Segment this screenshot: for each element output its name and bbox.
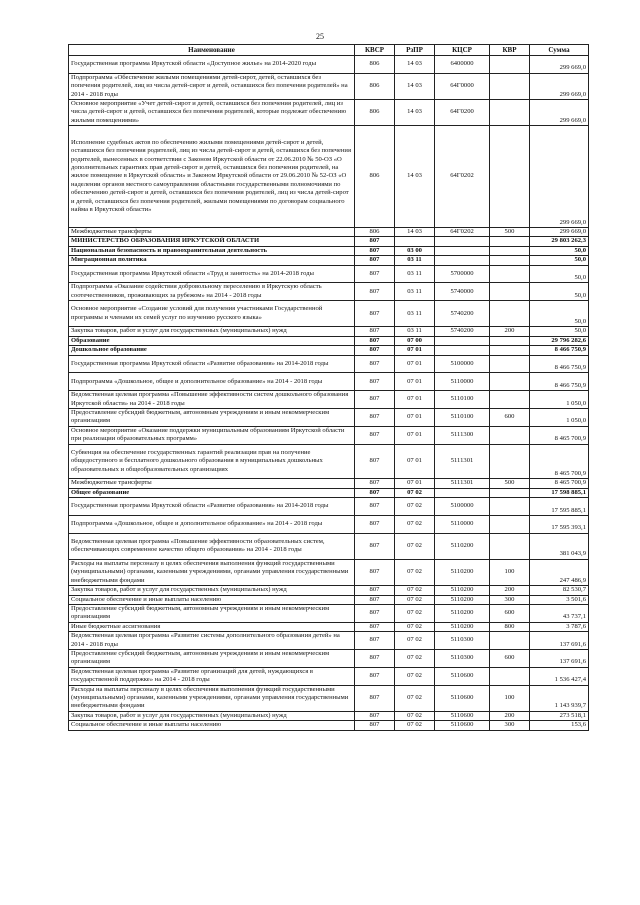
row-rzpr-cell: 03 11 (395, 265, 435, 283)
row-kcsr-cell: 5110600 (435, 667, 490, 685)
row-kvsr-cell: 807 (355, 426, 395, 444)
row-name-cell: Предоставление субсидий бюджетным, автономным учреждениям и иным некоммерческим организациям (69, 409, 355, 427)
row-name-cell: Социальное обеспечение и иные выплаты населению (69, 595, 355, 604)
row-name-cell: Исполнение судебных актов по обеспечению жилыми помещениями детей-сирот и детей, оставшихся без попечения родителей, лиц из числа детей-сирот и детей, оставшихся без попечения родителей, вынесенных в соответствии с Законом Иркутской области от 22.06.2010 № 50-ОЗ «О дополнительных гарантиях прав детей-сирот и детей, оставшихся без попечения родителей, на жилое помещение в Иркутской области» и Законом Иркутской области от 29.06.2010 № 52-ОЗ «О наделении органов местного самоуправления областными государственными полномочиями по обеспечению детей-сирот и детей, оставшихся без попечения родителей, лиц из числа детей-сирот и детей, оставшихся без попечения родителей, жилыми помещениями по договорам социального найма в Иркутской области» (69, 126, 355, 228)
row-kvr-cell (490, 667, 530, 685)
row-kcsr-cell (435, 488, 490, 497)
row-name-cell: Основное мероприятие «Создание условий для получения участниками Государственной программы и членами их семей услуг по изучению русского языка» (69, 301, 355, 327)
row-kvsr-cell: 806 (355, 228, 395, 237)
row-kvr-cell (490, 632, 530, 650)
row-kvr-cell: 600 (490, 649, 530, 667)
table-row (69, 479, 589, 488)
table-row (69, 559, 589, 585)
table-row (69, 533, 589, 559)
row-name-cell: Межбюджетные трансферты (69, 479, 355, 488)
row-name-cell: Государственная программа Иркутской области «Развитие образования» на 2014-2018 годы (69, 355, 355, 373)
row-kcsr-cell: 64Г0200 (435, 100, 490, 126)
row-sum-cell: 299 669,0 (530, 228, 589, 237)
row-rzpr-cell: 03 11 (395, 283, 435, 301)
row-kvr-cell (490, 488, 530, 497)
row-kcsr-cell: 5111301 (435, 479, 490, 488)
row-kvsr-cell: 807 (355, 515, 395, 533)
row-sum-cell: 299 669,0 (530, 100, 589, 126)
row-kvr-cell: 300 (490, 721, 530, 730)
row-kcsr-cell: 5110200 (435, 586, 490, 595)
row-name-cell: Закупка товаров, работ и услуг для государственных (муниципальных) нужд (69, 327, 355, 336)
row-kvsr-cell: 807 (355, 533, 395, 559)
page-number: 25 (316, 32, 324, 41)
row-kvsr-cell: 807 (355, 355, 395, 373)
row-sum-cell: 50,0 (530, 301, 589, 327)
row-sum-cell: 247 486,9 (530, 559, 589, 585)
row-name-cell: Социальное обеспечение и иные выплаты населению (69, 721, 355, 730)
row-kvr-cell: 500 (490, 228, 530, 237)
row-sum-cell: 43 737,1 (530, 604, 589, 622)
row-name-cell: Государственная программа Иркутской области «Труд и занятость» на 2014-2018 годы (69, 265, 355, 283)
row-kvsr-cell: 807 (355, 711, 395, 720)
row-rzpr-cell: 03 11 (395, 327, 435, 336)
row-rzpr-cell: 07 01 (395, 409, 435, 427)
row-rzpr-cell: 07 01 (395, 346, 435, 355)
row-rzpr-cell: 14 03 (395, 100, 435, 126)
row-kvsr-cell: 807 (355, 391, 395, 409)
row-name-cell: Государственная программа Иркутской области «Доступное жилье» на 2014-2020 годы (69, 56, 355, 74)
row-rzpr-cell: 03 11 (395, 301, 435, 327)
row-kvr-cell: 200 (490, 711, 530, 720)
row-kvsr-cell: 807 (355, 604, 395, 622)
row-rzpr-cell: 07 01 (395, 391, 435, 409)
row-sum-cell: 273 518,1 (530, 711, 589, 720)
row-name-cell: Государственная программа Иркутской области «Развитие образования» на 2014-2018 годы (69, 498, 355, 516)
row-kvsr-cell: 807 (355, 721, 395, 730)
row-kvsr-cell: 807 (355, 586, 395, 595)
row-rzpr-cell: 07 02 (395, 488, 435, 497)
row-kvr-cell (490, 426, 530, 444)
row-kvr-cell (490, 391, 530, 409)
row-kvr-cell (490, 355, 530, 373)
row-kcsr-cell: 64Г0202 (435, 126, 490, 228)
row-rzpr-cell: 07 02 (395, 632, 435, 650)
row-sum-cell: 299 669,0 (530, 56, 589, 74)
row-kvr-cell: 800 (490, 622, 530, 631)
row-kcsr-cell: 5111300 (435, 426, 490, 444)
table-row (69, 498, 589, 516)
row-kvr-cell: 100 (490, 559, 530, 585)
row-rzpr-cell: 07 01 (395, 479, 435, 488)
row-kcsr-cell: 5100000 (435, 355, 490, 373)
row-kvr-cell: 600 (490, 604, 530, 622)
row-sum-cell: 50,0 (530, 246, 589, 255)
row-kvsr-cell: 807 (355, 488, 395, 497)
row-sum-cell: 153,6 (530, 721, 589, 730)
row-sum-cell: 29 796 282,6 (530, 336, 589, 345)
row-kvr-cell (490, 126, 530, 228)
row-kvr-cell (490, 265, 530, 283)
row-kcsr-cell: 5740000 (435, 283, 490, 301)
row-sum-cell: 17 595 393,1 (530, 515, 589, 533)
row-kvsr-cell: 807 (355, 283, 395, 301)
row-sum-cell: 1 536 427,4 (530, 667, 589, 685)
row-rzpr-cell: 07 02 (395, 586, 435, 595)
table-row (69, 586, 589, 595)
table-row (69, 391, 589, 409)
row-name-cell: Подпрограмма «Обеспечение жилыми помещениями детей-сирот, детей, оставшихся без попечения родителей, лиц из числа детей-сирот и детей, оставшихся без попечения родителей» на 2014 - 2018 годы (69, 73, 355, 99)
table-row (69, 667, 589, 685)
row-name-cell: Основное мероприятие «Оказание поддержки муниципальным образованиям Иркутской области при реализации образовательных программ» (69, 426, 355, 444)
row-rzpr-cell: 14 03 (395, 73, 435, 99)
row-sum-cell: 8 465 700,9 (530, 426, 589, 444)
row-sum-cell: 137 691,6 (530, 632, 589, 650)
row-sum-cell: 8 466 750,9 (530, 373, 589, 391)
row-rzpr-cell: 07 02 (395, 721, 435, 730)
row-kcsr-cell: 5100000 (435, 498, 490, 516)
row-sum-cell: 137 691,6 (530, 649, 589, 667)
row-rzpr-cell: 07 02 (395, 604, 435, 622)
table-row (69, 409, 589, 427)
row-kvr-cell (490, 444, 530, 479)
row-kvsr-cell: 807 (355, 498, 395, 516)
table-row (69, 265, 589, 283)
row-name-cell: Подпрограмма «Дошкольное, общее и дополнительное образование» на 2014 - 2018 годы (69, 515, 355, 533)
row-name-cell: МИНИСТЕРСТВО ОБРАЗОВАНИЯ ИРКУТСКОЙ ОБЛАСТИ (69, 237, 355, 246)
table-row (69, 488, 589, 497)
row-sum-cell: 82 530,7 (530, 586, 589, 595)
row-sum-cell: 8 465 700,9 (530, 444, 589, 479)
table-row (69, 301, 589, 327)
row-rzpr-cell: 07 01 (395, 373, 435, 391)
header-kcsr: КЦСР (435, 45, 490, 56)
row-name-cell: Расходы на выплаты персоналу в целях обеспечения выполнения функций государственными (муниципальными) органами, казенными учреждениями, органами управления государственными внебюджетными фондами (69, 685, 355, 711)
row-kvr-cell (490, 100, 530, 126)
row-sum-cell: 8 466 750,9 (530, 346, 589, 355)
row-kcsr-cell: 5110600 (435, 685, 490, 711)
table-row (69, 73, 589, 99)
row-sum-cell: 1 050,0 (530, 391, 589, 409)
row-name-cell: Подпрограмма «Дошкольное, общее и дополнительное образование» на 2014 - 2018 годы (69, 373, 355, 391)
row-kvsr-cell: 807 (355, 479, 395, 488)
row-kvr-cell (490, 56, 530, 74)
row-kvr-cell (490, 373, 530, 391)
row-kvsr-cell: 807 (355, 622, 395, 631)
row-kcsr-cell: 5110300 (435, 649, 490, 667)
row-rzpr-cell: 07 02 (395, 559, 435, 585)
row-kvr-cell: 300 (490, 595, 530, 604)
row-kcsr-cell (435, 256, 490, 265)
row-name-cell: Субвенция на обеспечение государственных гарантий реализации прав на получение общедоступного и бесплатного дошкольного образования в муниципальных дошкольных образовательных и общеобразовательных организациях (69, 444, 355, 479)
row-kvsr-cell: 807 (355, 336, 395, 345)
row-kcsr-cell: 5740200 (435, 301, 490, 327)
row-rzpr-cell: 07 00 (395, 336, 435, 345)
row-kvr-cell (490, 533, 530, 559)
row-name-cell: Предоставление субсидий бюджетным, автономным учреждениям и иным некоммерческим организациям (69, 649, 355, 667)
row-kcsr-cell: 5110200 (435, 595, 490, 604)
row-kvr-cell (490, 283, 530, 301)
row-name-cell: Основное мероприятие «Учет детей-сирот и детей, оставшихся без попечения родителей, лиц из числа детей-сирот и детей, оставшихся без попечения родителей, которые подлежат обеспечению жилыми помещениями» (69, 100, 355, 126)
table-row (69, 426, 589, 444)
row-kcsr-cell: 5110200 (435, 622, 490, 631)
row-name-cell: Миграционная политика (69, 256, 355, 265)
table-row (69, 100, 589, 126)
row-kvsr-cell: 807 (355, 256, 395, 265)
row-rzpr-cell: 03 11 (395, 256, 435, 265)
row-kcsr-cell (435, 237, 490, 246)
row-kcsr-cell: 5110200 (435, 559, 490, 585)
row-kvr-cell (490, 515, 530, 533)
row-rzpr-cell: 14 03 (395, 228, 435, 237)
row-sum-cell: 50,0 (530, 327, 589, 336)
table-row (69, 444, 589, 479)
table-row (69, 346, 589, 355)
table-row (69, 56, 589, 74)
row-kcsr-cell: 5700000 (435, 265, 490, 283)
row-kcsr-cell: 64Г0000 (435, 73, 490, 99)
row-name-cell: Ведомственная целевая программа «Повышение эффективности образовательных систем, обеспечивающих современное качество общего образования» на 2014 - 2018 годы (69, 533, 355, 559)
row-sum-cell: 381 043,9 (530, 533, 589, 559)
row-rzpr-cell: 07 02 (395, 622, 435, 631)
header-kvsr: КВСР (355, 45, 395, 56)
row-sum-cell: 50,0 (530, 256, 589, 265)
row-kvr-cell (490, 246, 530, 255)
table-row (69, 256, 589, 265)
row-rzpr-cell: 07 02 (395, 595, 435, 604)
row-name-cell: Ведомственная целевая программа «Развитие системы дополнительного образования детей» на 2014 - 2018 годы (69, 632, 355, 650)
row-kvr-cell: 500 (490, 479, 530, 488)
row-kcsr-cell: 5110600 (435, 721, 490, 730)
table-row (69, 604, 589, 622)
row-kvr-cell: 200 (490, 327, 530, 336)
row-kvsr-cell: 807 (355, 373, 395, 391)
row-sum-cell: 17 595 885,1 (530, 498, 589, 516)
row-rzpr-cell: 07 01 (395, 355, 435, 373)
row-kcsr-cell: 5110100 (435, 409, 490, 427)
row-rzpr-cell: 14 03 (395, 56, 435, 74)
row-rzpr-cell: 07 02 (395, 711, 435, 720)
table-row (69, 632, 589, 650)
row-kcsr-cell: 5110000 (435, 515, 490, 533)
row-kvsr-cell: 806 (355, 126, 395, 228)
row-rzpr-cell (395, 237, 435, 246)
row-sum-cell: 299 669,0 (530, 126, 589, 228)
row-sum-cell: 8 465 700,9 (530, 479, 589, 488)
header-sum: Сумма (530, 45, 589, 56)
row-sum-cell: 3 787,6 (530, 622, 589, 631)
row-name-cell: Предоставление субсидий бюджетным, автономным учреждениям и иным некоммерческим организациям (69, 604, 355, 622)
row-kvr-cell (490, 73, 530, 99)
row-rzpr-cell: 07 01 (395, 444, 435, 479)
row-kvr-cell (490, 336, 530, 345)
row-kcsr-cell: 6400000 (435, 56, 490, 74)
row-sum-cell: 17 598 885,1 (530, 488, 589, 497)
row-sum-cell: 299 669,0 (530, 73, 589, 99)
row-name-cell: Межбюджетные трансферты (69, 228, 355, 237)
row-rzpr-cell: 07 02 (395, 515, 435, 533)
row-rzpr-cell: 07 02 (395, 649, 435, 667)
row-name-cell: Национальная безопасность и правоохранительная деятельность (69, 246, 355, 255)
table-row (69, 595, 589, 604)
row-kvr-cell: 100 (490, 685, 530, 711)
table-row (69, 721, 589, 730)
table-row (69, 515, 589, 533)
table-row (69, 126, 589, 228)
row-name-cell: Закупка товаров, работ и услуг для государственных (муниципальных) нужд (69, 711, 355, 720)
table-row (69, 649, 589, 667)
row-kvsr-cell: 806 (355, 73, 395, 99)
row-kvr-cell: 600 (490, 409, 530, 427)
row-kvsr-cell: 806 (355, 100, 395, 126)
row-name-cell: Ведомственная целевая программа «Развитие организаций для детей, нуждающихся в государственной поддержке» на 2014 - 2018 годы (69, 667, 355, 685)
row-kvr-cell (490, 346, 530, 355)
table-row (69, 685, 589, 711)
row-sum-cell: 3 501,6 (530, 595, 589, 604)
table-row (69, 283, 589, 301)
row-rzpr-cell: 14 03 (395, 126, 435, 228)
row-name-cell: Дошкольное образование (69, 346, 355, 355)
row-rzpr-cell: 07 01 (395, 426, 435, 444)
row-kcsr-cell: 5110100 (435, 391, 490, 409)
header-name: Наименование (69, 45, 355, 56)
row-kcsr-cell (435, 246, 490, 255)
row-kvr-cell (490, 237, 530, 246)
row-name-cell: Подпрограмма «Оказание содействия добровольному переселению в Иркутскую область соотечественников, проживающих за рубежом» на 2014 - 2018 годы (69, 283, 355, 301)
row-kvsr-cell: 807 (355, 409, 395, 427)
header-kvr: КВР (490, 45, 530, 56)
table-header-row (69, 45, 589, 56)
row-kcsr-cell: 5110200 (435, 533, 490, 559)
row-kvsr-cell: 807 (355, 559, 395, 585)
row-kvr-cell: 200 (490, 586, 530, 595)
row-kcsr-cell: 5111301 (435, 444, 490, 479)
row-rzpr-cell: 07 02 (395, 667, 435, 685)
row-name-cell: Расходы на выплаты персоналу в целях обеспечения выполнения функций государственными (муниципальными) органами, казенными учреждениями, органами управления государственными внебюджетными фондами (69, 559, 355, 585)
table-row (69, 373, 589, 391)
row-kvsr-cell: 807 (355, 246, 395, 255)
row-sum-cell: 29 803 262,3 (530, 237, 589, 246)
row-kvr-cell (490, 498, 530, 516)
row-kcsr-cell: 5110300 (435, 632, 490, 650)
row-rzpr-cell: 03 00 (395, 246, 435, 255)
row-sum-cell: 50,0 (530, 265, 589, 283)
row-kcsr-cell: 5740200 (435, 327, 490, 336)
table-row (69, 336, 589, 345)
row-kvsr-cell: 807 (355, 649, 395, 667)
table-row (69, 246, 589, 255)
row-kvr-cell (490, 301, 530, 327)
table-row (69, 622, 589, 631)
row-kvsr-cell: 807 (355, 265, 395, 283)
row-kcsr-cell: 5110000 (435, 373, 490, 391)
row-kcsr-cell: 5110200 (435, 604, 490, 622)
header-rzpr: РзПР (395, 45, 435, 56)
table-body (69, 56, 589, 731)
row-kvsr-cell: 807 (355, 685, 395, 711)
row-kvsr-cell: 807 (355, 444, 395, 479)
row-rzpr-cell: 07 02 (395, 498, 435, 516)
row-rzpr-cell: 07 02 (395, 685, 435, 711)
row-kvsr-cell: 807 (355, 632, 395, 650)
row-kvsr-cell: 807 (355, 237, 395, 246)
row-kcsr-cell: 5110600 (435, 711, 490, 720)
row-sum-cell: 1 143 939,7 (530, 685, 589, 711)
budget-table (68, 44, 589, 731)
row-kvr-cell (490, 256, 530, 265)
row-kvsr-cell: 807 (355, 301, 395, 327)
table-row (69, 237, 589, 246)
row-name-cell: Иные бюджетные ассигнования (69, 622, 355, 631)
row-kcsr-cell (435, 336, 490, 345)
row-kvsr-cell: 807 (355, 327, 395, 336)
row-name-cell: Ведомственная целевая программа «Повышение эффективности систем дошкольного образования Иркутской области» на 2014 - 2018 годы (69, 391, 355, 409)
row-name-cell: Общее образование (69, 488, 355, 497)
row-rzpr-cell: 07 02 (395, 533, 435, 559)
row-kvsr-cell: 806 (355, 56, 395, 74)
row-sum-cell: 1 050,0 (530, 409, 589, 427)
row-name-cell: Образование (69, 336, 355, 345)
row-name-cell: Закупка товаров, работ и услуг для государственных (муниципальных) нужд (69, 586, 355, 595)
row-kvsr-cell: 807 (355, 595, 395, 604)
row-kcsr-cell (435, 346, 490, 355)
row-sum-cell: 8 466 750,9 (530, 355, 589, 373)
table-row (69, 355, 589, 373)
row-sum-cell: 50,0 (530, 283, 589, 301)
table-row (69, 228, 589, 237)
row-kcsr-cell: 64Г0202 (435, 228, 490, 237)
table-row (69, 711, 589, 720)
table-row (69, 327, 589, 336)
row-kvsr-cell: 807 (355, 667, 395, 685)
row-kvsr-cell: 807 (355, 346, 395, 355)
